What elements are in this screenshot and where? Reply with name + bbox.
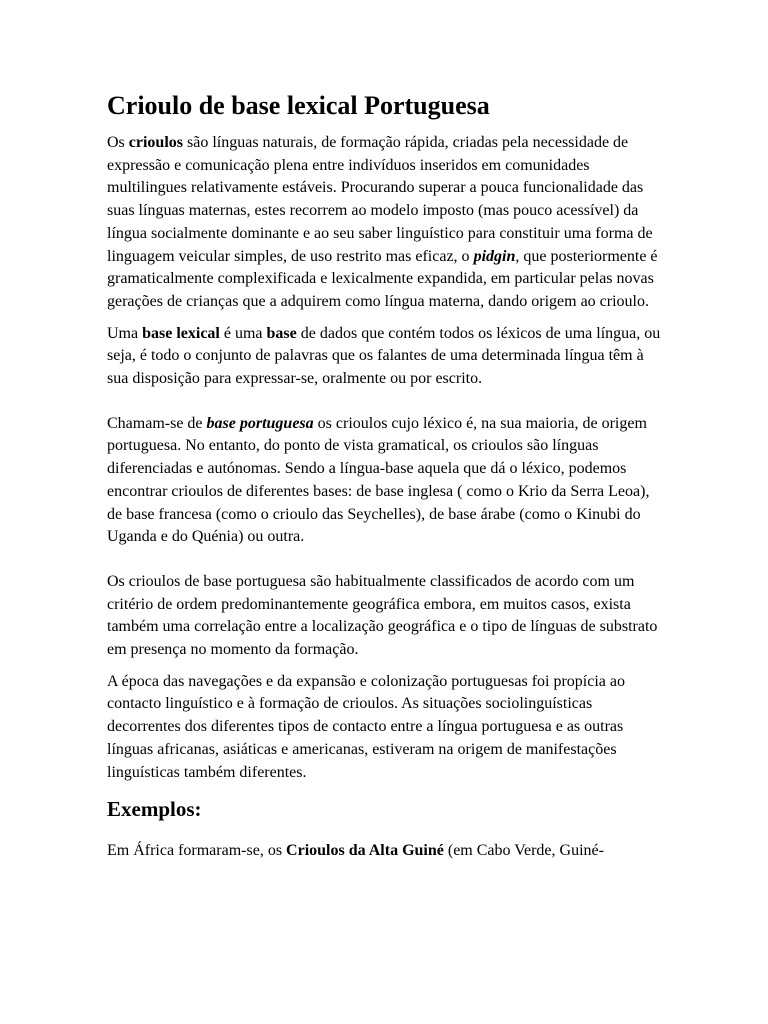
text-run: , que posteriormente é gramaticalmente complexificada e lexicalmente expandida, em particular pelas novas gerações de crianças que a adquirem como língua materna, dando origem ao crioulo. bbox=[107, 247, 658, 310]
term-base: base bbox=[266, 324, 297, 342]
document-title: Crioulo de base lexical Portuguesa bbox=[107, 91, 490, 120]
term-crioulos-alta-guine: Crioulos da Alta Guiné bbox=[286, 842, 444, 860]
paragraph-africa bbox=[107, 840, 665, 863]
term-crioulos: crioulos bbox=[128, 134, 183, 151]
paragraph-base-lexical bbox=[107, 323, 665, 391]
section-heading-exemplos: Exemplos: bbox=[107, 797, 202, 822]
term-base-lexical: base lexical bbox=[142, 324, 220, 342]
term-base-portuguesa: base portuguesa bbox=[206, 414, 314, 432]
text-run: os crioulos cujo léxico é, na sua maioria, de origem portuguesa. No entanto, do ponto de vista gramatical, os crioulos são línguas diferenciadas e autónomas. Sendo a língua-base aquela que dá o léxico, podemos encontrar crioulos de diferentes bases: de base inglesa ( como o Krio da Serra Leoa), de base francesa (como o crioulo das Seychelles), de base árabe (como o Kinubi do Uganda e do Quénia) ou outra. bbox=[107, 414, 650, 546]
document-page bbox=[107, 90, 665, 872]
term-pidgin: pidgin bbox=[473, 247, 516, 265]
text-run: Chamam-se de bbox=[107, 414, 207, 432]
paragraph-classificacao: Os crioulos de base portuguesa são habitualmente classificados de acordo com um critério de ordem predominantemente geográfica embora, em muitos casos, exista também uma correlação entre a localização geográfica e o tipo de línguas de substrato em presença no momento da formação. bbox=[107, 572, 658, 659]
paragraph-navegacoes: A época das navegações e da expansão e colonização portuguesas foi propícia ao contacto linguístico e à formação de crioulos. As situações sociolinguísticas decorrentes dos diferentes tipos de contacto entre a língua portuguesa e as outras línguas africanas, asiáticas e americanas, estiveram na origem de manifestações linguísticas também diferentes. bbox=[107, 672, 625, 781]
text-run: Os bbox=[107, 134, 129, 151]
text-run: é uma bbox=[219, 324, 267, 342]
text-run: Em África formaram-se, os bbox=[107, 842, 287, 860]
text-run: são línguas naturais, de formação rápida, criadas pela necessidade de expressão e comunicação plena entre indivíduos inseridos em comunidades multilingues relativamente estáveis. Procurando superar a pouca funcionalidade das suas línguas maternas, estes recorrem ao modelo imposto (mas pouco acessível) da língua socialmente dominante e ao seu saber linguístico para constituir uma forma de linguagem veicular simples, de uso restrito mas eficaz, o bbox=[107, 134, 653, 265]
text-run: (em Cabo Verde, Guiné- bbox=[443, 842, 604, 860]
text-run: de dados que contém todos os léxicos de uma língua, ou seja, é todo o conjunto de palavras que os falantes de uma determinada língua têm à sua disposição para expressar-se, oralmente ou por escrito. bbox=[107, 324, 661, 388]
text-run: Uma bbox=[107, 324, 143, 342]
paragraph-crioulos-definition bbox=[107, 132, 665, 314]
paragraph-base-portuguesa bbox=[107, 413, 665, 549]
